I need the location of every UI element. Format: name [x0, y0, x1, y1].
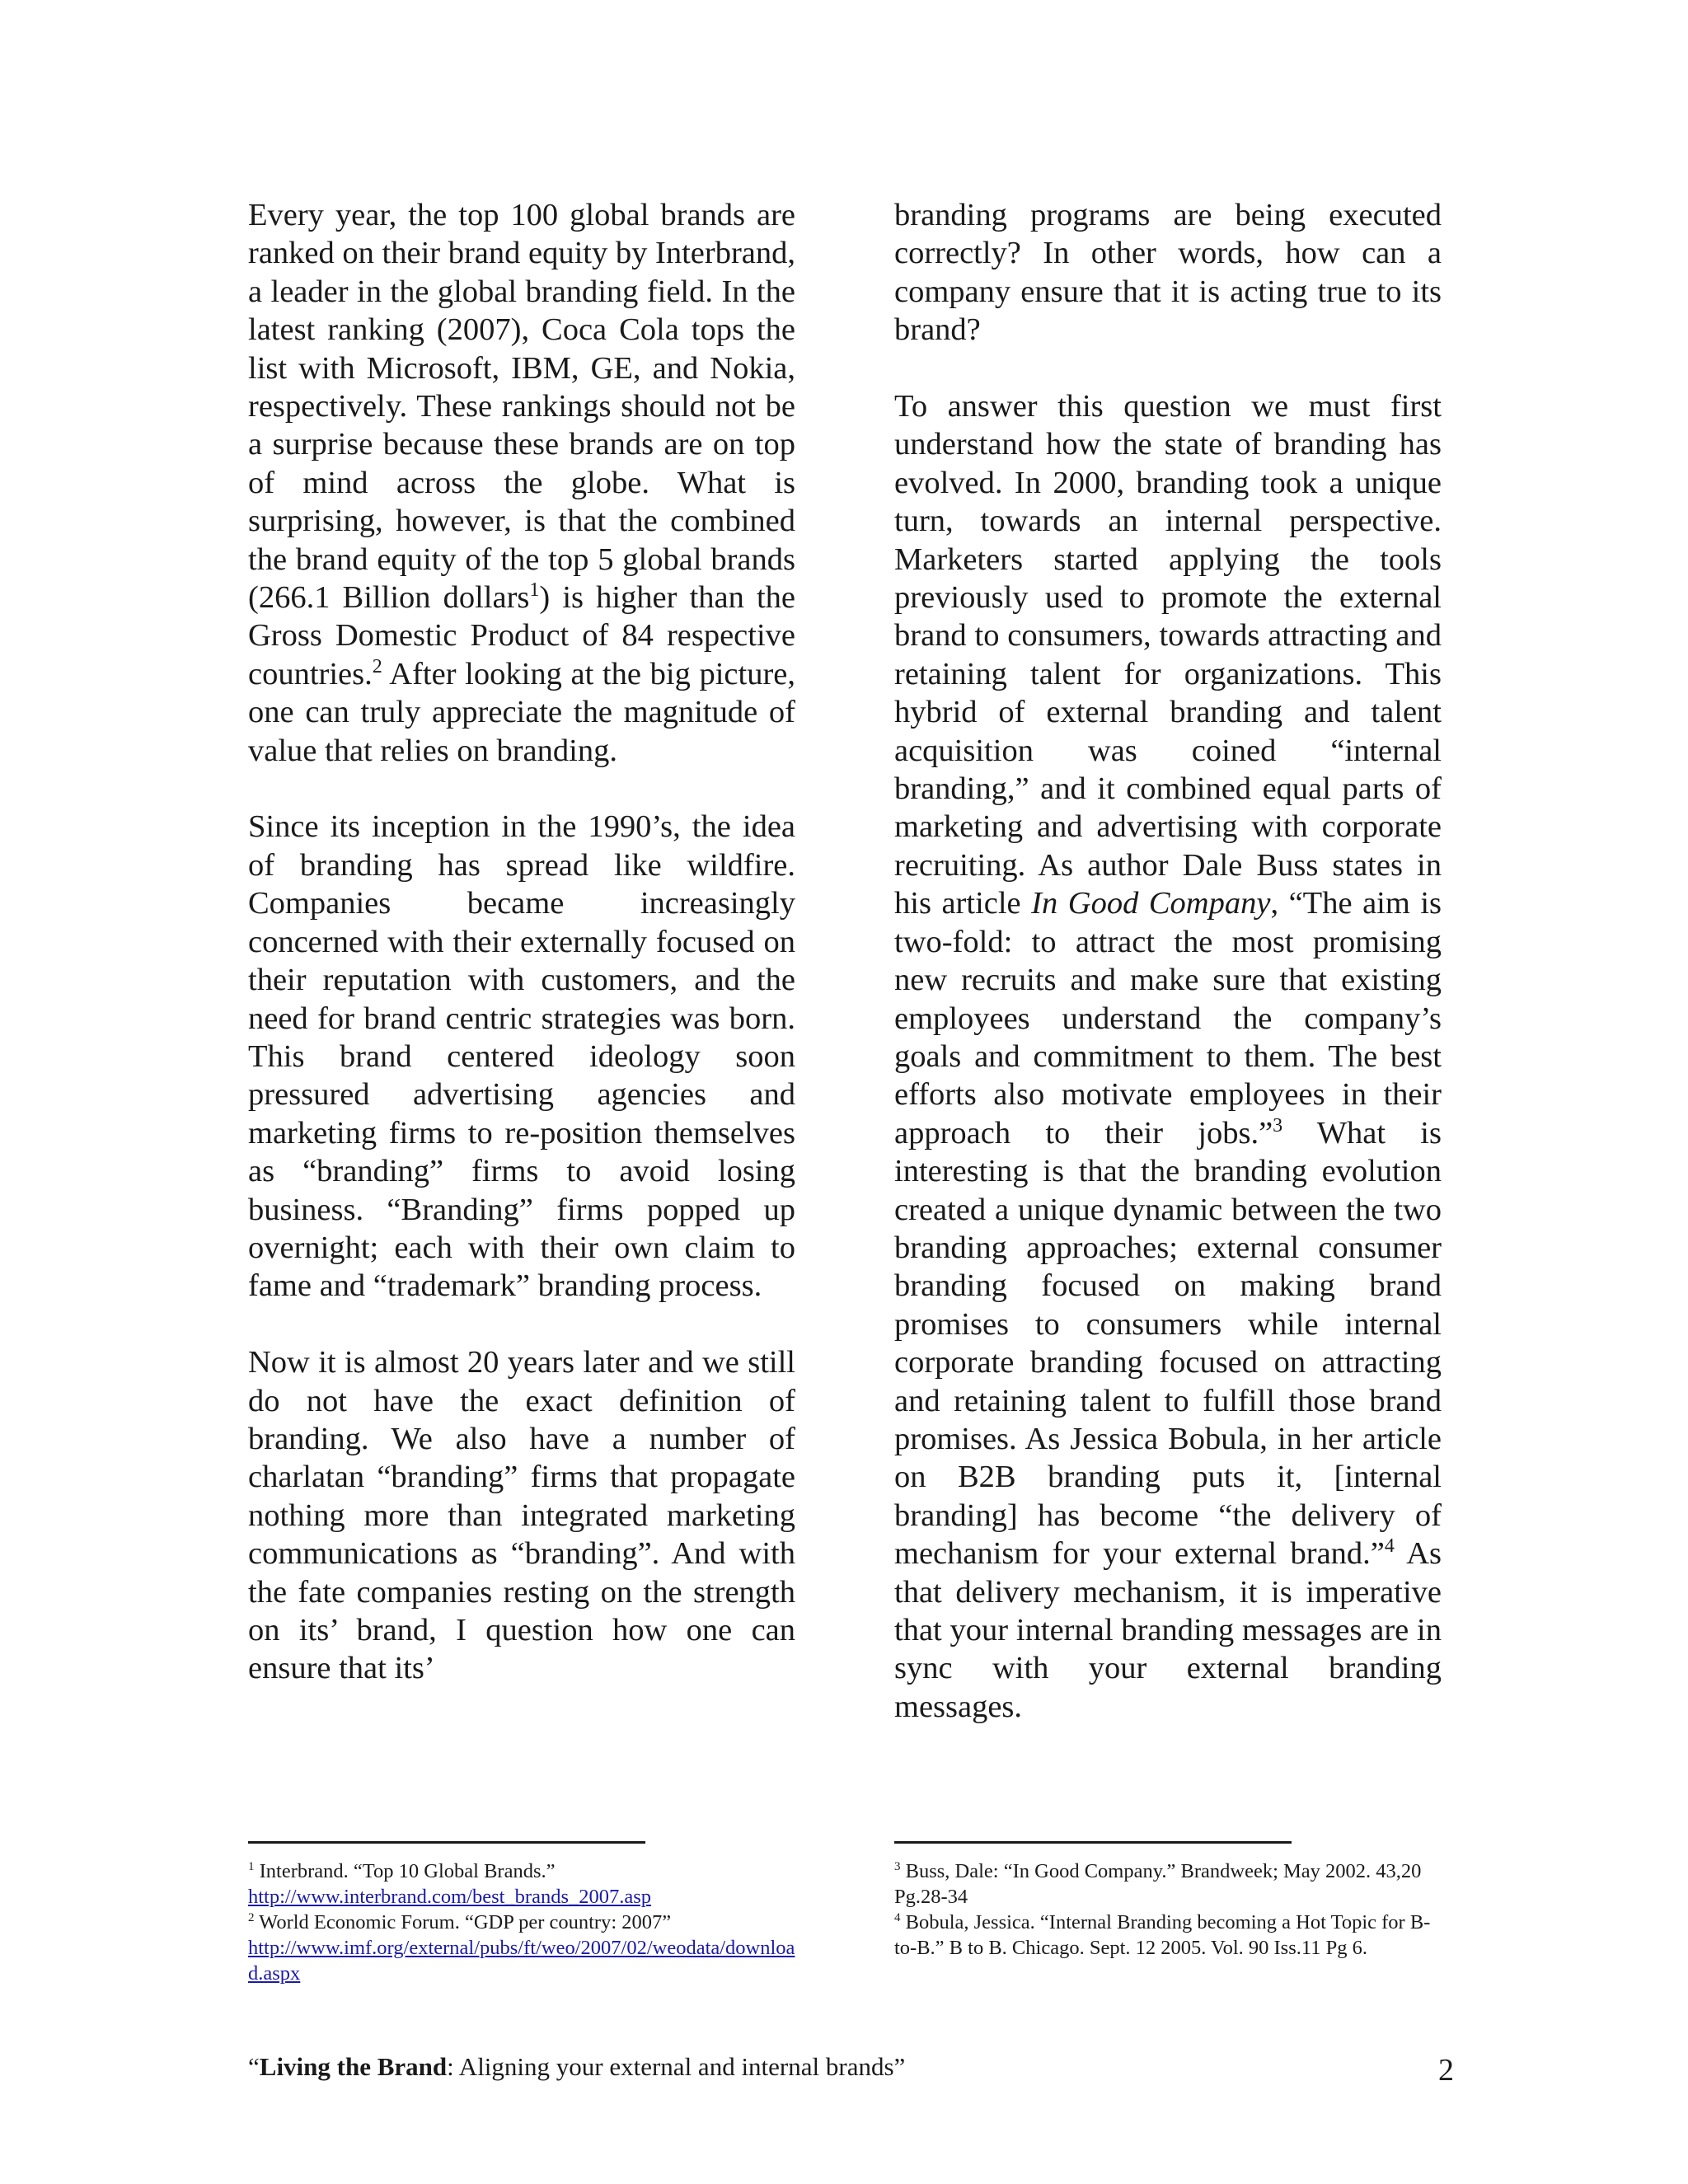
footnote-1-link[interactable]: http://www.interbrand.com/best_brands_2007.asp: [248, 1886, 652, 1908]
footnote-4: $^4$ Bobula, Jessica. “Internal Branding becoming a Hot Topic for B-to-B.” B to B. Chicago. Sept. 12 2005. Vol. 90 Iss.11 Pg 6.: [894, 1910, 1431, 1959]
paragraph-branding-inception: Since its inception in the 1990’s, the idea of branding has spread like wildfire. Companies became increasingly concerned with their externally focused on their reputation with customers, and the need for brand centric strategies was born. This brand centered ideology soon pressured advertising agencies and marketing firms to re-position themselves as “branding” firms to avoid losing business. “Branding” firms popped up overnight; each with their own claim to fame and “trademark” branding process.: [248, 809, 795, 1304]
paragraph-internal-branding: To answer this question we must first understand how the state of branding has evolved. In 2000, branding took a unique turn, towards an internal perspective. Marketers started applying the tools previously used to promote the external brand to consumers, towards attracting and retaining talent for organizations. This hybrid of external branding and talent acquisition was coined “internal branding,” and it combined equal parts of marketing and advertising with corporate recruiting. As author Dale Buss states in his article In Good Company, “The aim is two-fold: to attract the most promising new recruits and make sure that existing employees understand the company’s goals and commitment to them. The best efforts also motivate employees in their approach to their jobs.”$^3$ What is interesting is that the branding evolution created a unique dynamic between the two branding approaches; external consumer branding focused on making brand promises to consumers while internal corporate branding focused on attracting and retaining talent to fulfill those brand promises. As Jessica Bobula, in her article on B2B branding puts it, [internal branding] has become “the delivery of mechanism for your external brand.”$^4$ As that delivery mechanism, it is imperative that your internal branding messages are in sync with your external branding messages.: [894, 389, 1442, 1724]
footnote-separator: [248, 1841, 645, 1844]
footnotes-right: [894, 1841, 1442, 1961]
article-title-italic: In Good Company: [1031, 886, 1271, 921]
footnote-2: $^2$ World Economic Forum. “GDP per country: 2007”: [248, 1910, 672, 1933]
footnote-2-link[interactable]: http://www.imf.org/external/pubs/ft/weo/2007/02/weodata/download.aspx: [248, 1937, 795, 1985]
footnote-ref-4[interactable]: 4: [1384, 1535, 1395, 1558]
footnote-2-link-line: [248, 1935, 795, 1986]
footnotes-left: [248, 1841, 795, 1986]
footnote-1-link-line: [248, 1884, 795, 1910]
paragraph-branding-definition: Now it is almost 20 years later and we still do not have the exact definition of branding. We also have a number of charlatan “branding” firms that propagate nothing more than integrated marketing communications as “branding”. And with the fate companies resting on the strength on its’ brand, I question how one can ensure that its’: [248, 1345, 795, 1686]
footnote-3: $^3$ Buss, Dale: “In Good Company.” Brandweek; May 2002. 43,20 Pg.28-34: [894, 1859, 1422, 1908]
running-footer-title: “Living the Brand: Aligning your external and internal brands”: [248, 2052, 906, 2081]
right-text-column: [894, 196, 1442, 1726]
page-number: 2: [1438, 2053, 1454, 2088]
footnote-separator: [894, 1841, 1292, 1844]
paragraph-brand-rankings: Every year, the top 100 global brands are ranked on their brand equity by Interbrand, a leader in the global branding field. In the latest ranking (2007), Coca Cola tops the list with Microsoft, IBM, GE, and Nokia, respectively. These rankings should not be a surprise because these brands are on top of mind across the globe. What is surprising, however, is that the combined the brand equity of the top 5 global brands (266.1 Billion dollars$^1$) is higher than the Gross Domestic Product of 84 respective countries.$^2$ After looking at the big picture, one can truly appreciate the magnitude of value that relies on branding.: [248, 198, 795, 768]
footnote-ref-3[interactable]: 3: [1273, 1114, 1283, 1137]
footnote-ref-1[interactable]: 1: [529, 579, 540, 602]
footnote-1: $^1$ Interbrand. “Top 10 Global Brands.”: [248, 1859, 556, 1882]
paragraph-branding-question: branding programs are being executed correctly? In other words, how can a company ensure that it is acting true to its brand?: [894, 198, 1442, 348]
left-text-column: [248, 196, 795, 1688]
footnote-ref-2[interactable]: 2: [372, 656, 382, 678]
